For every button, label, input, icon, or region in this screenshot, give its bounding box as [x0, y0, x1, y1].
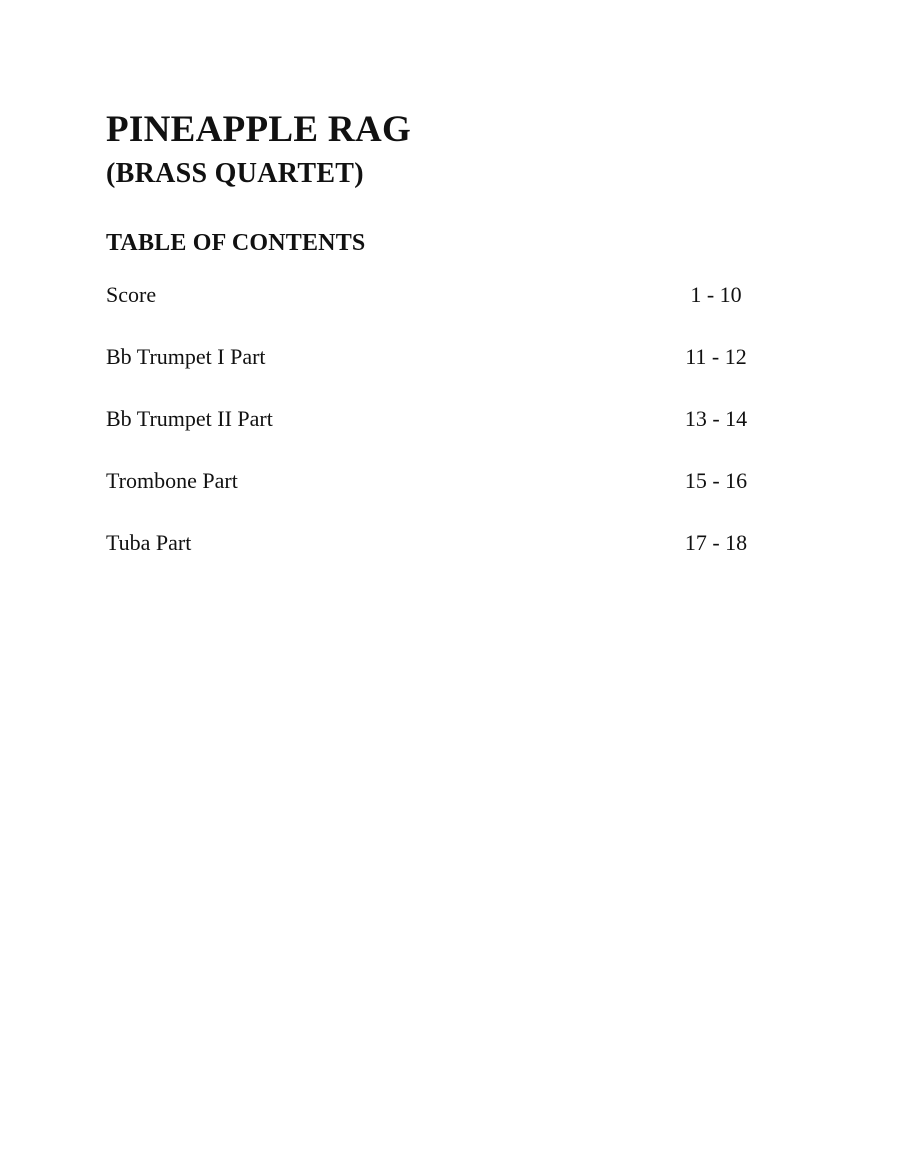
- toc-entry-tuba: [106, 528, 786, 590]
- toc-list: [106, 280, 786, 590]
- toc-entry-pages: 1 - 10: [690, 282, 742, 307]
- page-subtitle: (BRASS QUARTET): [106, 158, 364, 189]
- toc-entry-label: Trombone Part: [106, 468, 238, 493]
- toc-entry-pages: 13 - 14: [684, 406, 748, 431]
- toc-heading: TABLE OF CONTENTS: [106, 230, 366, 256]
- toc-entry-trumpet-1: [106, 342, 786, 404]
- toc-entry-score: [106, 280, 786, 342]
- toc-entry-pages: 17 - 18: [684, 530, 748, 555]
- toc-entry-pages: 11 - 12: [685, 344, 747, 369]
- toc-entry-trumpet-2: [106, 404, 786, 466]
- page-title: PINEAPPLE RAG: [106, 109, 412, 150]
- toc-entry-label: Bb Trumpet II Part: [106, 406, 273, 431]
- toc-entry-pages: 15 - 16: [684, 468, 748, 493]
- toc-entry-label: Bb Trumpet I Part: [106, 344, 266, 369]
- toc-entry-label: Score: [106, 282, 157, 307]
- toc-entry-label: Tuba Part: [106, 530, 192, 555]
- toc-entry-trombone: [106, 466, 786, 528]
